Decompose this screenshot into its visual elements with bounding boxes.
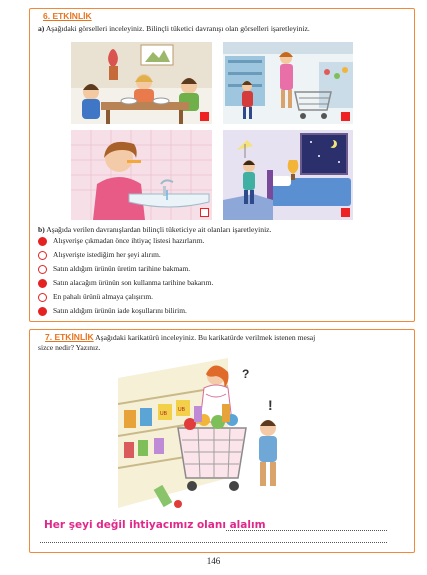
option-unchecked-icon — [38, 293, 47, 302]
option-row[interactable]: Alışverişte istediğim her şeyi alırım. — [38, 249, 161, 261]
bedroom-lamp-night-image — [223, 130, 353, 220]
shopping-cart-cartoon-image — [118, 358, 290, 510]
page-number: 146 — [206, 556, 221, 566]
option-unchecked-icon — [38, 265, 47, 274]
image-3-checkbox[interactable] — [200, 208, 209, 217]
family-dinner-table-image — [71, 42, 212, 124]
activity-7-instruction-line2: sizce nedir? Yazınız. — [38, 343, 101, 352]
svg-text:!: ! — [268, 397, 273, 413]
option-unchecked-icon — [38, 251, 47, 260]
option-row[interactable]: Alışverişe çıkmadan önce ihtiyaç listesi hazırlarım. — [38, 235, 204, 247]
svg-text:UB: UB — [178, 407, 185, 413]
option-checked-icon — [38, 307, 47, 316]
supermarket-shopping-image — [223, 42, 353, 124]
option-checked-icon — [38, 279, 47, 288]
svg-text:?: ? — [242, 367, 250, 381]
option-checked-icon — [38, 237, 47, 246]
image-4-checkbox[interactable] — [341, 208, 350, 217]
option-row[interactable]: En pahalı ürünü almaya çalışırım. — [38, 291, 153, 303]
image-1-checkbox[interactable] — [200, 112, 209, 121]
activity-6-heading: 6. ETKİNLİK — [43, 11, 92, 21]
activity-7-instruction: 7. ETKİNLİK Aşağıdaki karikatürü inceleyiniz. Bu karikatürde verilmek istenen mesaj — [45, 332, 316, 342]
activity-6a-instruction: a) Aşağıdaki görselleri inceleyiniz. Bilinçli tüketici davranışı olan görselleri işaretleyiniz. — [38, 24, 310, 33]
handwritten-answer: Her şeyi değil ihtiyacımız olanı alalım — [44, 519, 266, 531]
svg-text:UB: UB — [160, 411, 167, 417]
option-row[interactable]: Satın alacağım ürünün son kullanma tarihine bakarım. — [38, 277, 213, 289]
answer-line[interactable] — [226, 530, 387, 531]
child-brushing-teeth-image — [71, 130, 212, 220]
option-row[interactable]: Satın aldığım ürünün üretim tarihine bakmam. — [38, 263, 190, 275]
option-row[interactable]: Satın aldığım ürünün iade koşullarını bilirim. — [38, 305, 187, 317]
activity-6b-instruction: b) Aşağıda verilen davranışlardan bilinçli tüketiciye ait olanları işaretleyiniz. — [38, 225, 272, 234]
image-2-checkbox[interactable] — [341, 112, 350, 121]
answer-line[interactable] — [40, 542, 387, 543]
